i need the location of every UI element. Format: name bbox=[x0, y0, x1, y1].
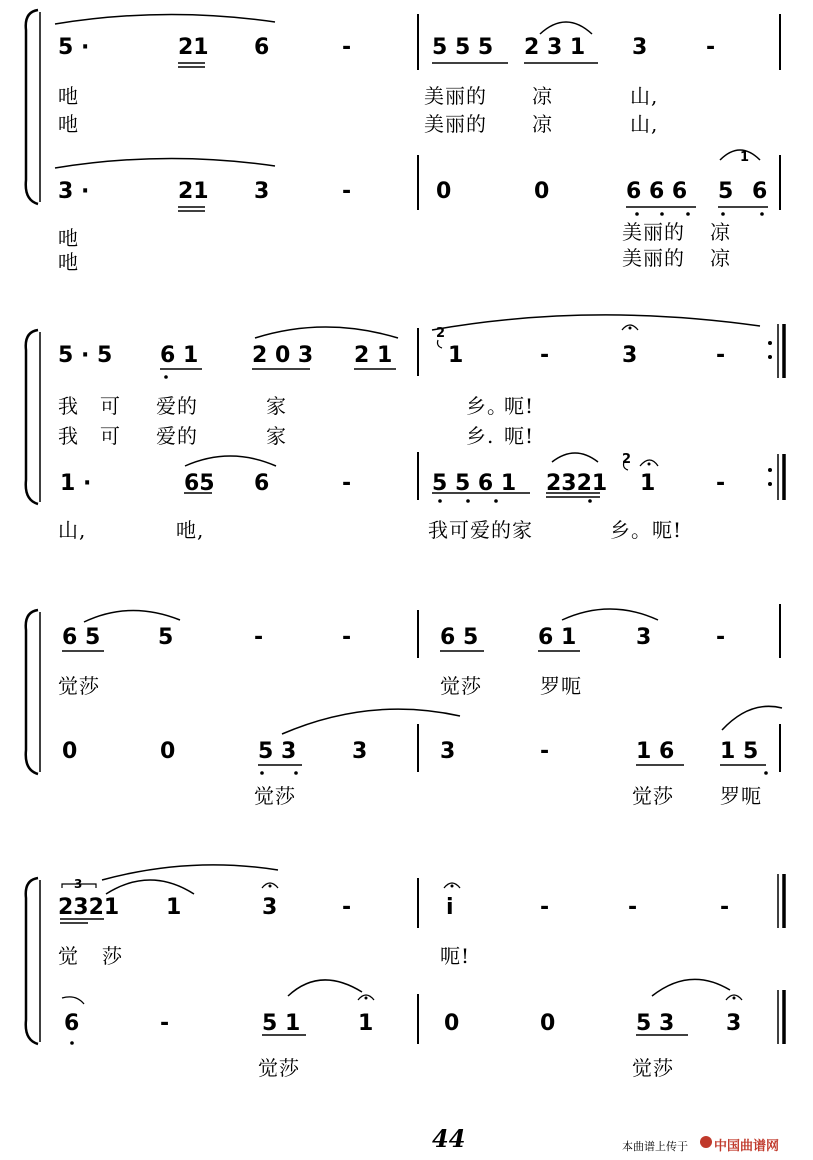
s2-lower-lyric1-2: 吔, bbox=[176, 518, 205, 542]
s3-lower-lyric1-3: 罗呃 bbox=[720, 784, 762, 808]
s2-upper-grace: 2 bbox=[436, 326, 446, 341]
s3-upper-m2-n4: - bbox=[716, 625, 726, 650]
s3-upper-m2-n3: 3 bbox=[636, 625, 652, 650]
s2-lower-grace: 2 bbox=[622, 452, 632, 467]
s3-lower-m1-n4: 3 bbox=[352, 739, 368, 764]
s2-lower-lyric1-1: 山, bbox=[58, 518, 87, 542]
s1-upper-m2-n3: 3 bbox=[632, 35, 648, 60]
s4-upper-lyric1-2: 莎 bbox=[102, 944, 123, 968]
s4-lower-m1-n4: 1 bbox=[358, 1011, 374, 1036]
s2-upper-m2-n3: 3 bbox=[622, 343, 638, 368]
s2-upper-lyric1-1: 我 bbox=[58, 394, 79, 418]
s1-lower-m2-n2: 0 bbox=[534, 179, 550, 204]
s2-upper-m2-n1: 1 bbox=[448, 343, 464, 368]
s3-lower-m2-n3: 1 6 bbox=[636, 739, 675, 764]
s4-lower-m1-n3: 5 1 bbox=[262, 1011, 301, 1036]
s4-lower-m2-n3: 5 3 bbox=[636, 1011, 675, 1036]
s2-lower-m2-n4: - bbox=[716, 471, 726, 496]
s1-lower-lyric1-1: 吔 bbox=[58, 226, 79, 250]
s3-upper-m2-n1: 6 5 bbox=[440, 625, 479, 650]
s2-upper-lyric2-1: 我 bbox=[58, 424, 79, 448]
upload-note: 本曲谱上传于 bbox=[622, 1140, 688, 1153]
s2-lower-m1-n3: 6 bbox=[254, 471, 270, 496]
s1-upper-m1-n1: 5 · bbox=[58, 35, 90, 60]
s2-upper-m2-n4: - bbox=[716, 343, 726, 368]
site-logo-icon bbox=[700, 1136, 712, 1148]
s4-lower-m2-n4: 3 bbox=[726, 1011, 742, 1036]
s1-upper-lyric2-3: 凉 bbox=[532, 112, 553, 136]
s1-lower-lyric2-2: 美丽的 bbox=[622, 246, 685, 270]
s4-lower-lyric1-1: 觉莎 bbox=[258, 1056, 300, 1080]
s1-lower-m2-n4: 5 bbox=[718, 179, 734, 204]
s1-upper-lyric1-3: 凉 bbox=[532, 84, 553, 108]
s1-lower-m1-n1: 3 · bbox=[58, 179, 90, 204]
s4-upper-m1-n4: - bbox=[342, 895, 352, 920]
s2-upper-m2-n2: - bbox=[540, 343, 550, 368]
s3-upper-m1-n2: 5 bbox=[158, 625, 174, 650]
s1-lower-grace: 1 bbox=[740, 150, 750, 165]
s3-lower-m1-n3: 5 3 bbox=[258, 739, 297, 764]
s2-upper-m1-n4: 2 1 bbox=[354, 343, 393, 368]
s3-upper-m1-n4: - bbox=[342, 625, 352, 650]
s2-lower-m1-n1: 1 · bbox=[60, 471, 92, 496]
s1-upper-lyric2-4: 山, bbox=[630, 112, 659, 136]
s2-upper-m1-n2: 6 1 bbox=[160, 343, 199, 368]
s4-lower-lyric1-2: 觉莎 bbox=[632, 1056, 674, 1080]
s1-upper-lyric1-1: 吔 bbox=[58, 84, 79, 108]
s1-lower-lyric1-2: 美丽的 bbox=[622, 220, 685, 244]
s2-upper-lyric2-3: 爱的 bbox=[156, 424, 198, 448]
s1-lower-lyric1-3: 凉 bbox=[710, 220, 731, 244]
s1-upper-m2-n2: 2 3 1 bbox=[524, 35, 586, 60]
s4-upper-triplet: 3 bbox=[74, 877, 83, 891]
s1-lower-lyric2-1: 吔 bbox=[58, 250, 79, 274]
s4-lower-m2-n2: 0 bbox=[540, 1011, 556, 1036]
s2-lower-m2-n3: 1 bbox=[640, 471, 656, 496]
s1-lower-m1-n4: - bbox=[342, 179, 352, 204]
s2-lower-m1-n2: 65 bbox=[184, 471, 215, 496]
s1-lower-m1-n2: 21 bbox=[178, 179, 209, 204]
s2-upper-lyric1-2: 可 bbox=[100, 394, 121, 418]
s3-upper-lyric1-3: 罗呃 bbox=[540, 674, 582, 698]
s3-lower-lyric1-1: 觉莎 bbox=[254, 784, 296, 808]
s3-lower-m1-n2: 0 bbox=[160, 739, 176, 764]
s4-upper-m1-n3: 3 bbox=[262, 895, 278, 920]
s4-upper-m2-n2: - bbox=[540, 895, 550, 920]
s2-upper-lyric2-2: 可 bbox=[100, 424, 121, 448]
s1-upper-lyric2-2: 美丽的 bbox=[424, 112, 487, 136]
site-logo: 中国曲谱网 bbox=[714, 1139, 780, 1154]
s2-upper-lyric1-4: 家 bbox=[266, 394, 287, 418]
s3-lower-m2-n1: 3 bbox=[440, 739, 456, 764]
s2-lower-m2-n1: 5 5 6 1 bbox=[432, 471, 517, 496]
s2-upper-lyric2-6: 呃! bbox=[504, 424, 535, 448]
s1-lower-lyric2-3: 凉 bbox=[710, 246, 731, 270]
s4-upper-lyric1-1: 觉 bbox=[58, 944, 79, 968]
s3-lower-m2-n2: - bbox=[540, 739, 550, 764]
s4-lower-m1-n2: - bbox=[160, 1011, 170, 1036]
s1-upper-lyric1-4: 山, bbox=[630, 84, 659, 108]
s3-lower-m1-n1: 0 bbox=[62, 739, 78, 764]
s1-upper-m1-n2: 21 bbox=[178, 35, 209, 60]
s3-upper-lyric1-2: 觉莎 bbox=[440, 674, 482, 698]
s2-upper-lyric2-5: 乡. bbox=[466, 424, 495, 448]
s4-upper-m1-n1: 2321 bbox=[58, 895, 120, 920]
s2-upper-m1-n3: 2 0 3 bbox=[252, 343, 314, 368]
s2-upper-m1-n1: 5 · 5 bbox=[58, 343, 113, 368]
s4-upper-m2-n4: - bbox=[720, 895, 730, 920]
s4-lower-m1-n1: 6 bbox=[64, 1011, 80, 1036]
s3-upper-m1-n3: - bbox=[254, 625, 264, 650]
s1-lower-m2-n3: 6 6 6 bbox=[626, 179, 688, 204]
s3-upper-m1-n1: 6 5 bbox=[62, 625, 101, 650]
s1-upper-lyric1-2: 美丽的 bbox=[424, 84, 487, 108]
s4-upper-m1-n2: 1 bbox=[166, 895, 182, 920]
s4-upper-lyric1-3: 呃! bbox=[440, 944, 471, 968]
s1-lower-m2-n5: 6 bbox=[752, 179, 768, 204]
s1-upper-m1-n3: 6 bbox=[254, 35, 270, 60]
s1-upper-m2-n1: 5 5 5 bbox=[432, 35, 494, 60]
s3-upper-lyric1-1: 觉莎 bbox=[58, 674, 100, 698]
s2-lower-m2-n2: 2321 bbox=[546, 471, 608, 496]
s2-upper-lyric1-6: 呃! bbox=[504, 394, 535, 418]
s4-lower-m2-n1: 0 bbox=[444, 1011, 460, 1036]
s2-lower-m1-n4: - bbox=[342, 471, 352, 496]
s1-upper-m1-n4: - bbox=[342, 35, 352, 60]
s1-lower-m1-n3: 3 bbox=[254, 179, 270, 204]
s1-lower-m2-n1: 0 bbox=[436, 179, 452, 204]
s2-upper-lyric1-3: 爱的 bbox=[156, 394, 198, 418]
s2-upper-lyric2-4: 家 bbox=[266, 424, 287, 448]
s3-upper-m2-n2: 6 1 bbox=[538, 625, 577, 650]
page-number: 44 bbox=[432, 1124, 466, 1153]
s2-lower-lyric1-3: 我可爱的家 bbox=[428, 518, 533, 542]
s3-lower-lyric1-2: 觉莎 bbox=[632, 784, 674, 808]
s4-upper-m2-n3: - bbox=[628, 895, 638, 920]
s2-upper-lyric1-5: 乡。 bbox=[466, 394, 508, 418]
s3-lower-m2-n4: 1 5 bbox=[720, 739, 759, 764]
s4-upper-m2-n1: i bbox=[446, 895, 454, 920]
s1-upper-m2-n4: - bbox=[706, 35, 716, 60]
s2-lower-lyric1-4: 乡。呃! bbox=[610, 518, 683, 542]
s1-upper-lyric2-1: 吔 bbox=[58, 112, 79, 136]
